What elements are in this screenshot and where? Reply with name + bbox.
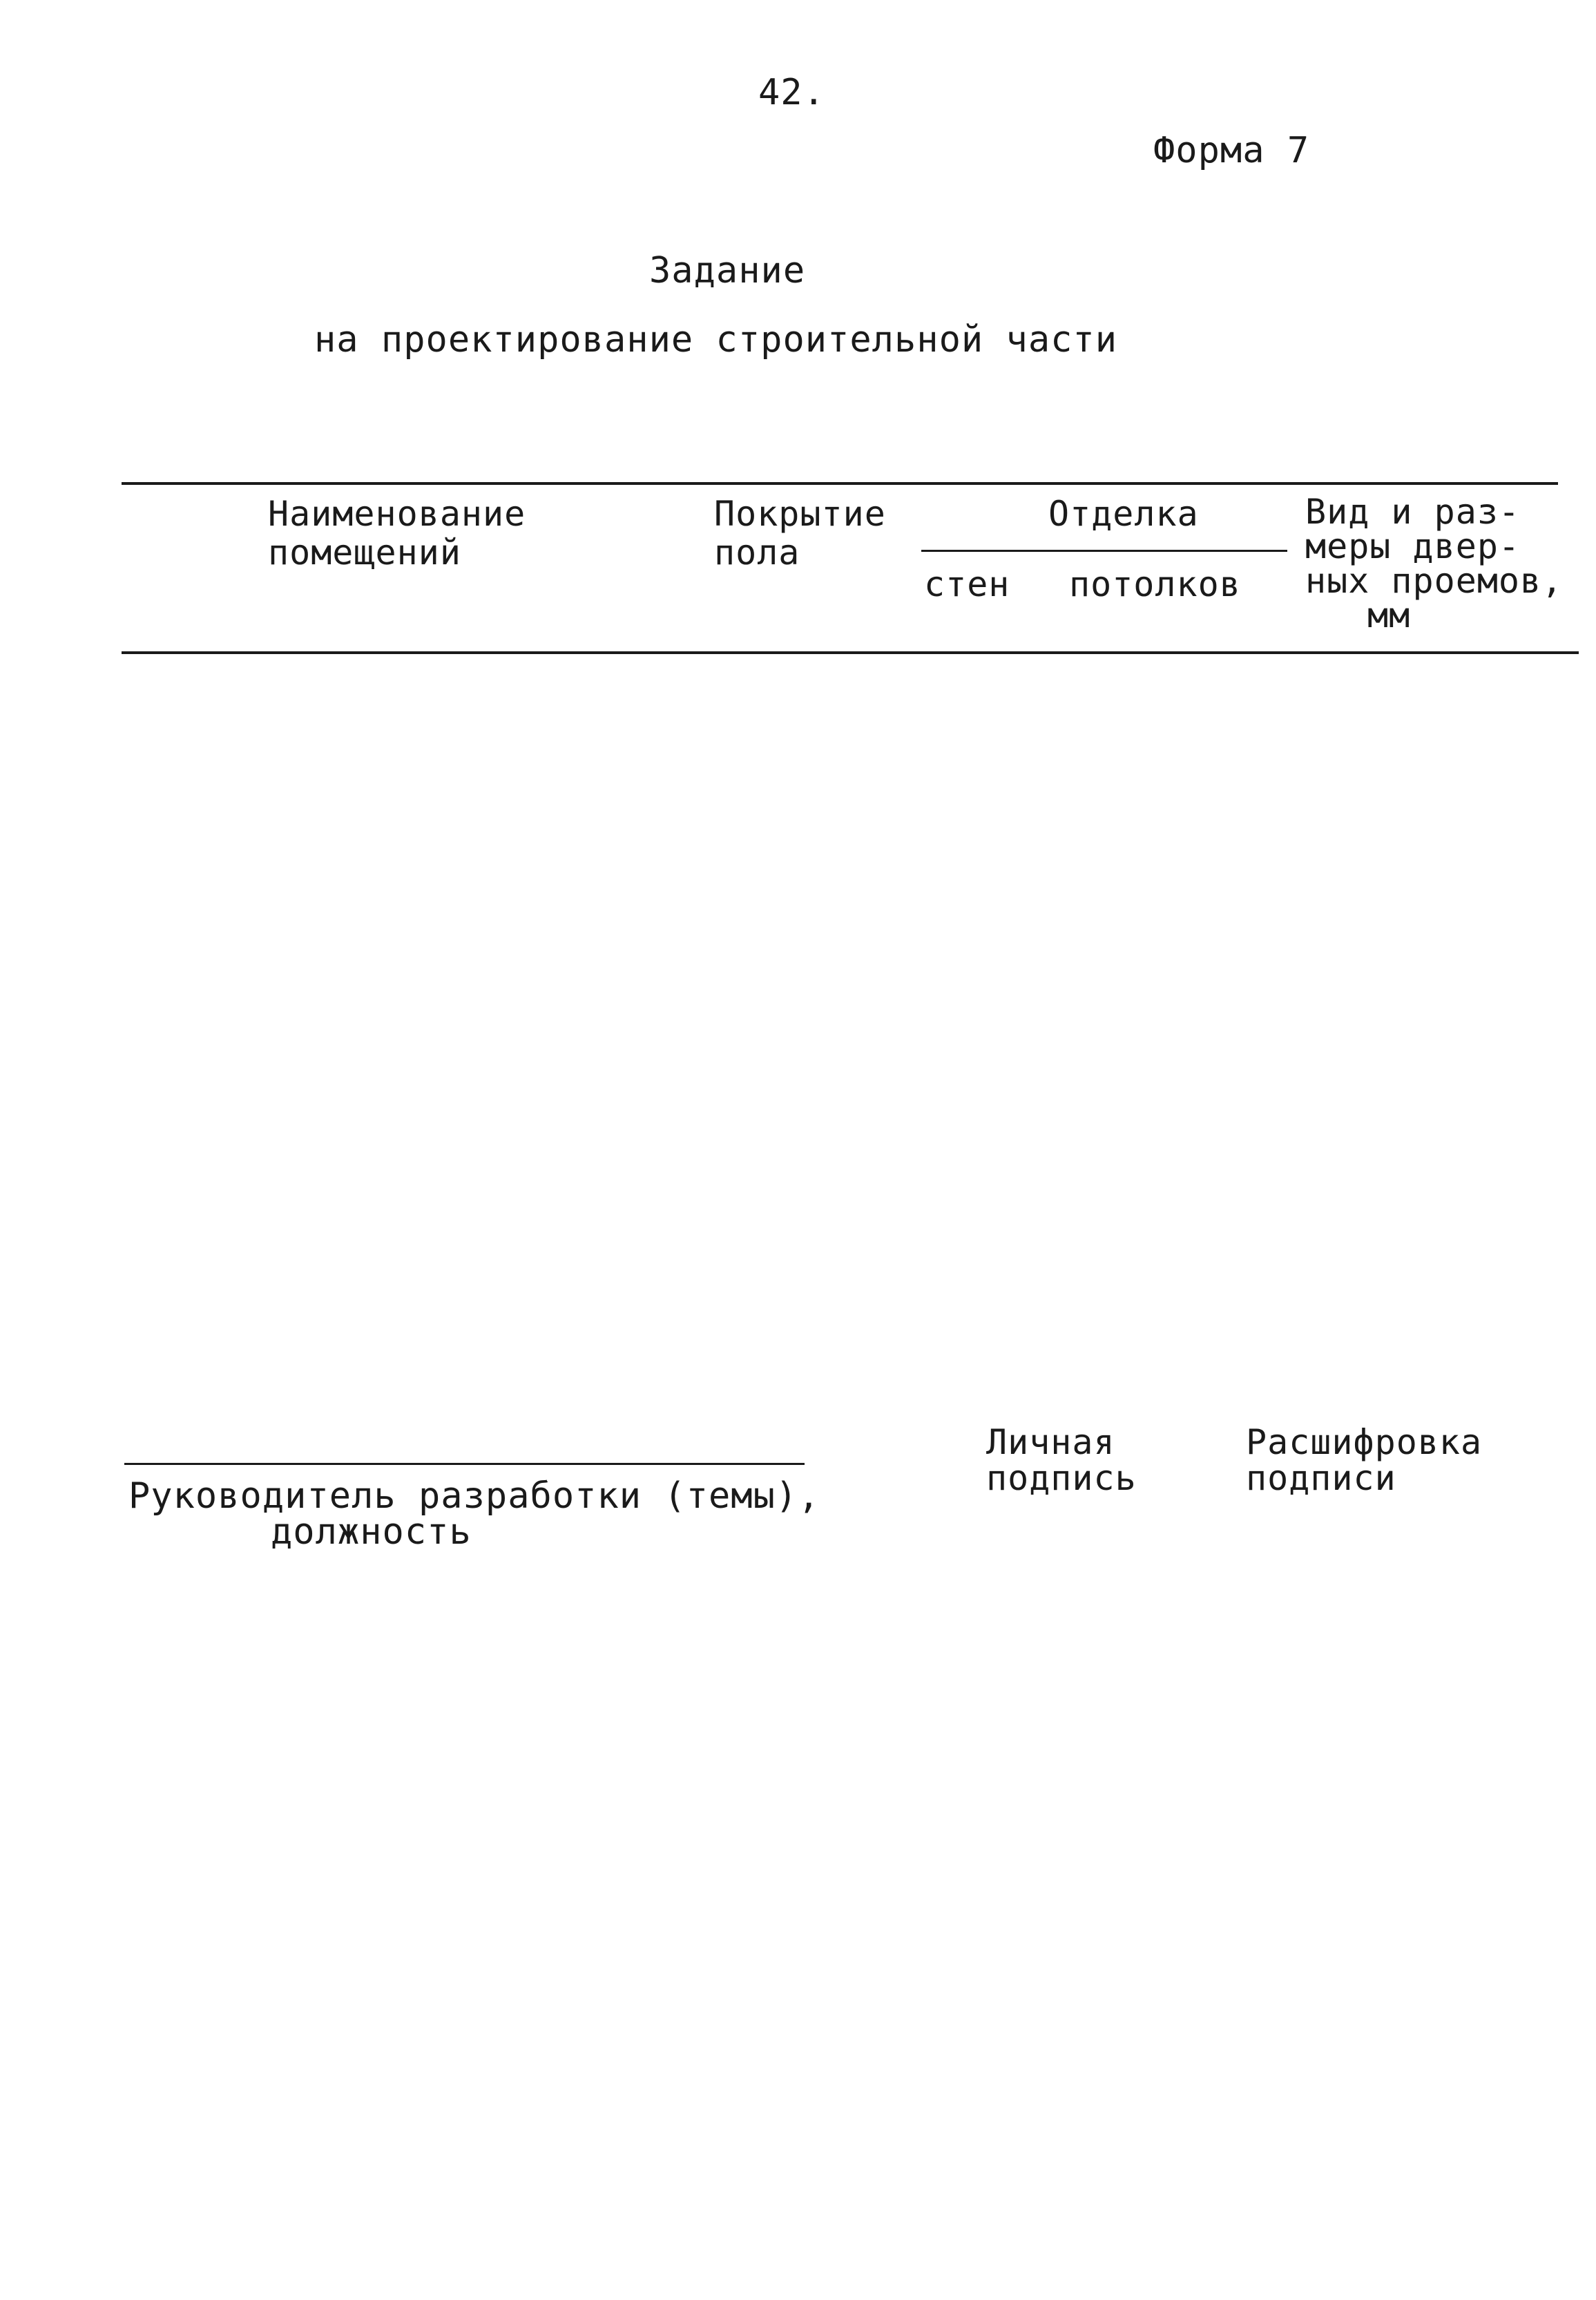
table-header-bottom-rule [122,651,1579,654]
header-room-name: Наименование помещений [268,494,526,573]
finish-sub-rule [921,550,1287,552]
signature-decoding-label: Расшифровка подписи [1246,1422,1483,1498]
position-signature-line [124,1463,805,1465]
document-title: Задание [649,250,806,291]
personal-signature-label: Личная подпись [986,1422,1137,1498]
document-subtitle: на проектирование строительной части [314,319,1118,361]
table-top-rule [122,482,1558,485]
position-label: должность [271,1511,472,1553]
header-finish-walls: стен [924,564,1010,604]
header-door-openings: Вид и раз- меры двер- ных проемов, мм [1305,492,1564,635]
header-finish: Отделка [1048,494,1199,534]
header-finish-ceilings: потолков [1069,564,1241,604]
page-number: 42. [758,72,825,113]
header-floor-covering: Покрытие пола [714,494,886,573]
head-of-development-label: Руководитель разработки (темы), [128,1475,820,1517]
form-label: Форма 7 [1153,130,1310,171]
